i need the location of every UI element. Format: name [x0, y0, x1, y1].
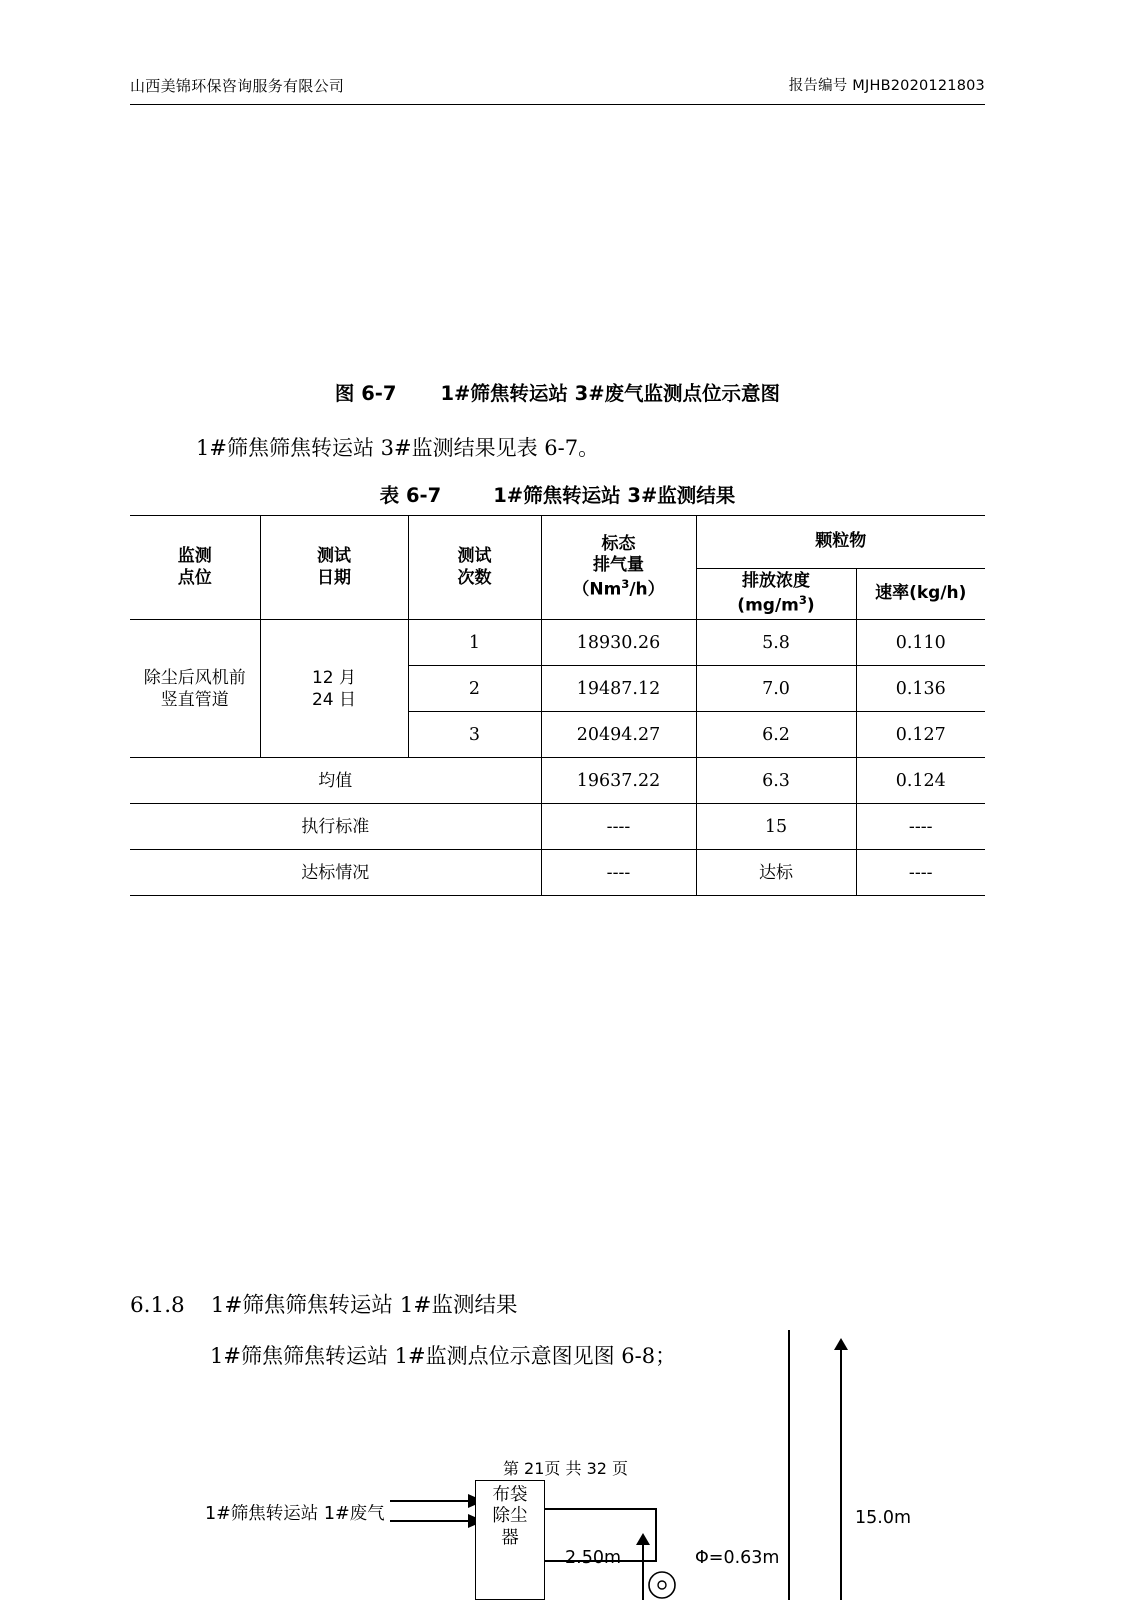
cell-compliance-label: 达标情况	[130, 850, 541, 896]
monitoring-table	[130, 515, 985, 896]
diagram-baghouse-box: 布袋 除尘 器	[475, 1480, 545, 1600]
cell-average-concentration: 6.3	[696, 758, 856, 804]
cell-standard-concentration: 15	[696, 804, 856, 850]
cell-concentration: 6.2	[696, 712, 856, 758]
header-company: 山西美锦环保咨询服务有限公司	[130, 77, 345, 95]
section-heading	[130, 1288, 517, 1319]
cell-standard-flow: ----	[541, 804, 696, 850]
cell-compliance-rate: ----	[856, 850, 985, 896]
diagram-height-small-arrow	[642, 1540, 644, 1600]
section-title: 1#筛焦筛焦转运站 1#监测结果	[210, 1293, 518, 1318]
cell-point-label: 除尘后风机前 竖直管道	[130, 620, 260, 758]
cell-date-label: 12 月 24 日	[260, 620, 408, 758]
header-flow: 标态 排气量 （Nm$^3$/h）	[541, 516, 696, 620]
table-number: 表 6-7	[379, 484, 442, 507]
header-date: 测试 日期	[260, 516, 408, 620]
table-row	[130, 620, 985, 666]
header-report-number: 报告编号 MJHB2020121803	[788, 77, 985, 94]
cell-rate: 0.136	[856, 666, 985, 712]
figure-caption	[130, 378, 985, 406]
diagram-inlet-arrow-top	[390, 1500, 480, 1502]
cell-average-rate: 0.124	[856, 758, 985, 804]
header-point: 监测 点位	[130, 516, 260, 620]
header-divider	[130, 104, 985, 105]
diagram-diameter-label: Φ=0.63m	[695, 1548, 780, 1568]
diagram-duct-right	[655, 1508, 657, 1562]
cell-flow: 19487.12	[541, 666, 696, 712]
table-title: 1#筛焦转运站 3#监测结果	[493, 484, 736, 507]
diagram-stack-arrow-up-icon	[834, 1338, 850, 1352]
monitoring-table-wrapper	[130, 515, 985, 896]
cell-times: 2	[408, 666, 541, 712]
page-header	[130, 78, 985, 95]
diagram-fan-icon	[645, 1568, 679, 1602]
cell-rate: 0.127	[856, 712, 985, 758]
header-concentration: 排放浓度 $(mg/m^3)$	[696, 569, 856, 620]
cell-compliance-flow: ----	[541, 850, 696, 896]
diagram-stack-height-label: 15.0m	[855, 1508, 912, 1528]
page-footer: 第 21页 共 32 页	[502, 1459, 629, 1478]
cell-standard-label: 执行标准	[130, 804, 541, 850]
section-number: 6.1.8	[130, 1293, 185, 1318]
cell-standard-rate: ----	[856, 804, 985, 850]
paragraph-intro: 1#筛焦筛焦转运站 3#监测结果见表 6-7。	[196, 436, 600, 460]
cell-average-flow: 19637.22	[541, 758, 696, 804]
cell-concentration: 5.8	[696, 620, 856, 666]
diagram-arrow-up-icon	[636, 1533, 652, 1547]
cell-flow: 18930.26	[541, 620, 696, 666]
cell-times: 1	[408, 620, 541, 666]
table-header-row-1	[130, 516, 985, 569]
diagram-inlet-label: 1#筛焦转运站 1#废气	[205, 1504, 385, 1524]
diagram-duct-top	[545, 1508, 655, 1510]
cell-average-label: 均值	[130, 758, 541, 804]
figure-title: 1#筛焦转运站 3#废气监测点位示意图	[440, 382, 781, 405]
table-caption	[130, 480, 985, 508]
diagram-height-small-label: 2.50m	[565, 1548, 622, 1568]
figure-number: 图 6-7	[334, 382, 397, 405]
cell-concentration: 7.0	[696, 666, 856, 712]
diagram-inlet-arrow-bottom	[390, 1520, 480, 1522]
section-paragraph: 1#筛焦筛焦转运站 1#监测点位示意图见图 6-8；	[210, 1344, 677, 1368]
cell-times: 3	[408, 712, 541, 758]
table-row-compliance	[130, 850, 985, 896]
table-row-average	[130, 758, 985, 804]
cell-rate: 0.110	[856, 620, 985, 666]
header-particulate-group: 颗粒物	[696, 516, 985, 569]
cell-flow: 20494.27	[541, 712, 696, 758]
table-row-standard	[130, 804, 985, 850]
header-rate: 速率(kg/h)	[856, 569, 985, 620]
header-times: 测试 次数	[408, 516, 541, 620]
cell-compliance-status: 达标	[696, 850, 856, 896]
